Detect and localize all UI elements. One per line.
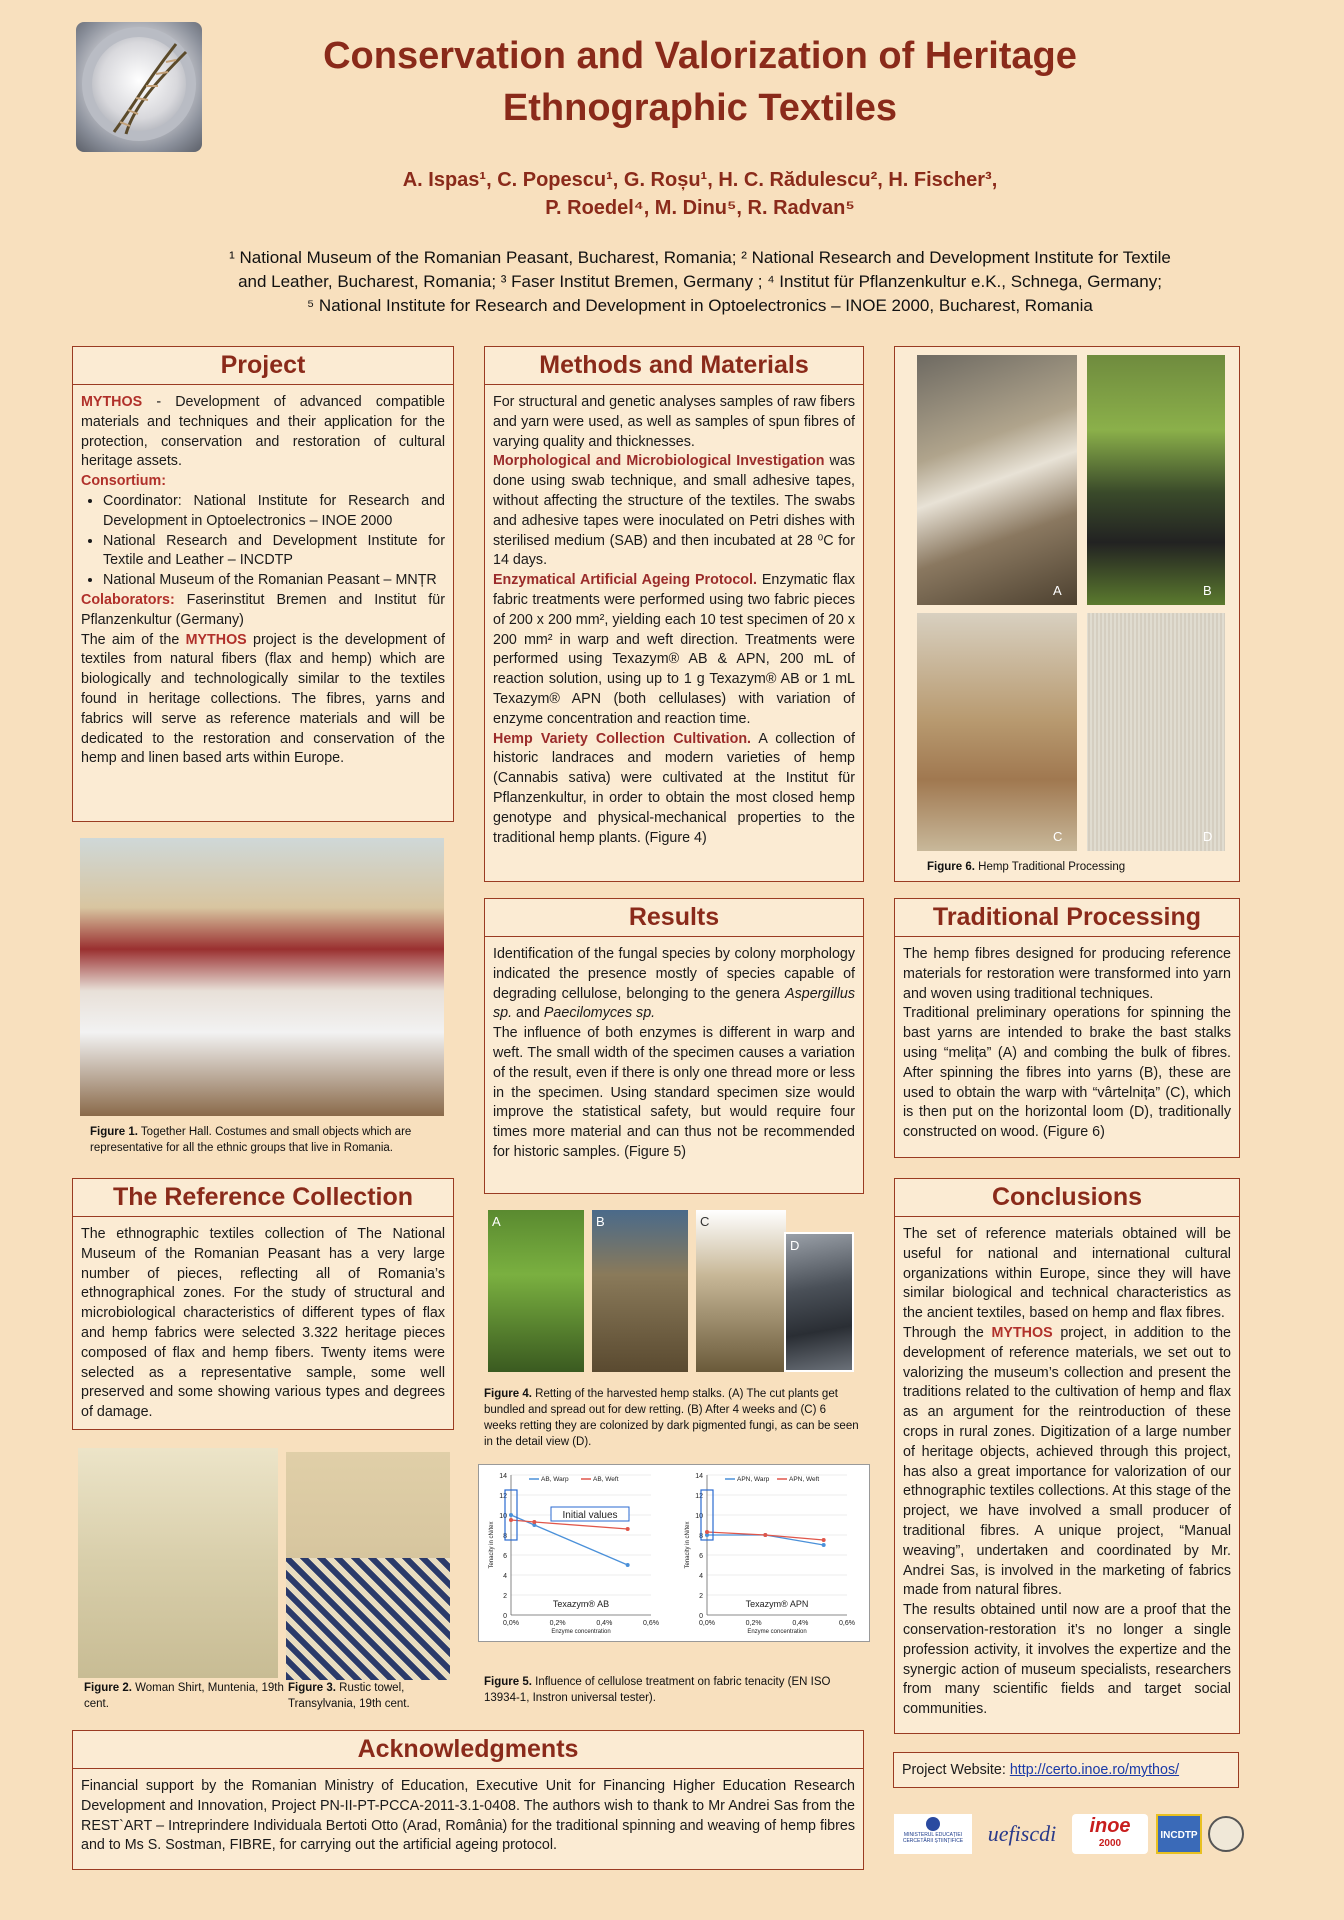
figure-5-caption: [484, 1674, 864, 1706]
project-section: [72, 346, 454, 822]
figure-6a-photo: [917, 355, 1077, 605]
reference-section: [72, 1178, 454, 1430]
y-tick-label: 8: [699, 1533, 703, 1540]
aim-post: project is the development of textiles from natural fibers (flax and hemp) which are biologically and technologically similar to the textiles found in heritage collections. The fibres, yarns and fabrics will serve as reference materials and will be dedicated to the restoration and conservation of the hemp and linen based arts within Europe.: [81, 631, 445, 767]
affil-line-2: and Leather, Bucharest, Romania; ³ Faser Institut Bremen, Germany ; ⁴ Institut für Pflanzenkultur e.K., Schnega, Germany;: [238, 272, 1162, 291]
y-tick-label: 4: [699, 1573, 703, 1580]
x-tick-label: 0,0%: [699, 1620, 715, 1627]
ministry-seal-icon: [926, 1817, 940, 1831]
chart-title: Texazym® APN: [745, 1599, 809, 1609]
y-axis-label: Tenacity in cN/tex: [489, 1521, 495, 1569]
consortium-label: Consortium:: [81, 473, 166, 490]
data-point: [626, 1563, 630, 1567]
dna-logo-image: [76, 22, 202, 152]
x-tick-label: 0,6%: [839, 1620, 855, 1627]
data-point: [509, 1513, 513, 1517]
poster-title: [230, 30, 1170, 134]
methods-p2-text: was done using swab technique, and small adhesive tapes, without affecting the structure of the textiles. The swabs and adhesive tapes were inoculated on Petri dishes with sterilised medium (SAB) and then incubated at 28 ⁰C for 14 days.: [493, 453, 855, 569]
footer-logos: [892, 1808, 1244, 1858]
panel-letter-c: C: [700, 1214, 710, 1229]
x-tick-label: 0,2%: [745, 1620, 762, 1627]
methods-p3: [493, 571, 855, 729]
results-p1-pre: Identification of the fungal species by colony morphology indicated the presence mostly of species capable of degrading cellulose, belonging to the genera: [493, 946, 855, 1002]
fig5-label: Figure 5.: [484, 1676, 532, 1688]
results-section: [484, 898, 864, 1194]
project-website: [893, 1752, 1239, 1788]
y-tick-label: 0: [699, 1613, 703, 1620]
results-heading: Results: [485, 899, 863, 937]
towel-pattern: [286, 1558, 450, 1680]
fig2-text: Woman Shirt, Muntenia, 19th cent.: [84, 1682, 284, 1710]
figure-6b-photo: [1087, 355, 1225, 605]
traditional-section: [894, 898, 1240, 1158]
acknowledgments-p1: Financial support by the Romanian Ministry of Education, Executive Unit for Financing Higher Education Research Development and Innovation, Project PN-II-PT-PCCA-2011-3.1-0408. The authors wish to thank to Mr Andrei Sas from the REST`ART – Intreprindere Individuala Bertoti Otto (Arad, România) for the traditional spinning and weaving of hemp fibres and to Ms S. Sostman, FIBRE, for carrying out the artificial ageing protocol.: [81, 1778, 855, 1854]
collaborators-label: Colaborators:: [81, 591, 175, 608]
figure-4c-photo: [696, 1210, 786, 1372]
methods-p4-text: A collection of historic landraces and modern varieties of hemp (Cannabis sativa) were cultivated at the Institut für Pflanzenkultur, in order to obtain the most closed hemp genotype and physical-mechanical properties to the traditional hemp plants. (Figure 4): [493, 730, 855, 846]
figure-2-photo: [78, 1448, 278, 1678]
collaborators: [81, 591, 445, 631]
aim-mythos: MYTHOS: [185, 631, 247, 648]
y-tick-label: 2: [503, 1593, 507, 1600]
methods-sub1: Morphological and Microbiological Investigation: [493, 453, 825, 470]
project-aim: [81, 631, 445, 770]
conclusions-p2-post: project, in addition to the development of reference materials, we set out to valorizing the museum’s collection and present the traditions related to the cultivation of hemp and flax as an argument for the reintroduction of these crops in rural zones. Digitization of a large number of heritage objects, achieved through this project, has also a great importance for valorization of our ethnographic textiles collections. At this stage of the project, we have involved a small producer of traditional fibres. A unique project, “Manual weaving”, undertaken and coordinated by Mr. Andrei Sas, is involved in the marketing of fabrics made from natural fibres.: [903, 1324, 1231, 1599]
traditional-heading: Traditional Processing: [895, 899, 1239, 937]
figure-6-caption: [927, 859, 1227, 875]
uefiscdi-logo: uefiscdi: [987, 1821, 1057, 1846]
acknowledgments-section: [72, 1730, 864, 1870]
figure-1-photo: [80, 838, 444, 1116]
title-line-2: Ethnographic Textiles: [502, 87, 898, 129]
methods-section: [484, 346, 864, 882]
figure-3-photo: [286, 1452, 450, 1680]
figure-4b-photo: [592, 1210, 688, 1372]
figure-6c-photo: [917, 613, 1077, 851]
series-line: [511, 1515, 628, 1565]
x-axis-label: Enzyme concentration: [747, 1629, 807, 1635]
ministry-logo: [894, 1814, 972, 1854]
conclusions-section: [894, 1178, 1240, 1734]
list-item: • National Research and Development Institute for Textile and Leather – INCDTP: [103, 532, 445, 572]
fig6-label: Figure 6.: [927, 861, 975, 873]
figure-4a-photo: [488, 1210, 584, 1372]
figure-5-charts: [478, 1464, 870, 1642]
museum-emblem-icon: [1208, 1816, 1244, 1852]
methods-sub3: Hemp Variety Collection Cultivation.: [493, 730, 752, 747]
legend-entry: AB, Warp: [541, 1476, 569, 1483]
affil-line-1: ¹ National Museum of the Romanian Peasant, Bucharest, Romania; ² National Research and Development Institute for Textile: [229, 248, 1171, 267]
results-p2: The influence of both enzymes is different in warp and weft. The small width of the specimen causes a variation of the result, even if there is only one thread more or less in the specimen. Using standard specimen size would improve the statistical safety, but would require four times more material and can thus not be recommended for historic samples. (Figure 5): [493, 1025, 855, 1160]
panel-letter-b: B: [596, 1214, 605, 1229]
methods-heading: Methods and Materials: [485, 347, 863, 385]
methods-sub2: Enzymatical Artificial Ageing Protocol.: [493, 572, 757, 589]
fig4-label: Figure 4.: [484, 1388, 532, 1400]
methods-p2: [493, 452, 855, 571]
y-tick-label: 4: [503, 1573, 507, 1580]
fig5-text: Influence of cellulose treatment on fabric tenacity (EN ISO 13934-1, Instron universal tester).: [484, 1676, 831, 1704]
fig3-label: Figure 3.: [288, 1682, 336, 1694]
data-point: [626, 1527, 630, 1531]
figure-4d-photo: [784, 1232, 854, 1372]
affiliations: [160, 246, 1240, 318]
inoe-logo-text: inoe: [1089, 1815, 1131, 1837]
x-tick-label: 0,4%: [596, 1620, 613, 1627]
y-axis-label: Tenacity in cN/tex: [685, 1521, 691, 1569]
x-axis-label: Enzyme concentration: [551, 1629, 611, 1635]
results-genus-1: Aspergillus sp.: [493, 985, 855, 1022]
results-genus-2: Paecilomyces sp.: [543, 1005, 656, 1022]
authors-line-2: P. Roedel⁴, M. Dinu⁵, R. Radvan⁵: [545, 197, 855, 219]
x-tick-label: 0,0%: [503, 1620, 519, 1627]
legend-entry: AB, Weft: [593, 1476, 619, 1483]
x-tick-label: 0,4%: [792, 1620, 809, 1627]
fig2-label: Figure 2.: [84, 1682, 132, 1694]
legend-entry: APN, Warp: [737, 1476, 770, 1483]
legend-entry: APN, Weft: [789, 1476, 820, 1483]
fig3-text: Rustic towel, Transylvania, 19th cent.: [288, 1682, 410, 1710]
website-label: Project Website:: [902, 1762, 1010, 1778]
authors: [230, 166, 1170, 222]
methods-p1: For structural and genetic analyses samples of raw fibers and yarn were used, as well as samples of spun fibres of varying quality and thicknesses.: [493, 394, 855, 450]
data-point: [822, 1543, 826, 1547]
fig6-text: Hemp Traditional Processing: [974, 861, 1126, 873]
y-tick-label: 6: [503, 1553, 507, 1560]
figure-4-caption: [484, 1386, 860, 1450]
y-tick-label: 10: [695, 1513, 703, 1520]
panel-letter-a: A: [1053, 583, 1062, 598]
panel-letter-c: C: [1053, 829, 1063, 844]
panel-letter-d: D: [1203, 829, 1213, 844]
y-tick-label: 10: [499, 1513, 507, 1520]
figure-3-caption: [288, 1680, 458, 1712]
authors-line-1: A. Ispas¹, C. Popescu¹, G. Roșu¹, H. C. Rădulescu², H. Fischer³,: [402, 169, 998, 191]
chart-title: Texazym® AB: [552, 1599, 610, 1609]
y-tick-label: 14: [499, 1473, 507, 1480]
y-tick-label: 6: [699, 1553, 703, 1560]
conclusions-p1: The set of reference materials obtained will be useful for national and international cultural organizations within Europe, since they will have similar biological and technical characteristics as the ancient textiles, based on hemp and flax fibres.: [903, 1226, 1231, 1322]
results-p1: [493, 945, 855, 1024]
collaborators-text: Faserinstitut Bremen and Institut für Pflanzenkultur (Germany): [81, 591, 445, 628]
project-heading: Project: [73, 347, 453, 385]
figure-6-panel: [894, 346, 1240, 882]
results-p1-mid: and: [512, 1005, 544, 1022]
x-tick-label: 0,6%: [643, 1620, 659, 1627]
list-item: • Coordinator: National Institute for Research and Development in Optoelectronics – INOE 2000: [103, 492, 445, 532]
y-tick-label: 2: [699, 1593, 703, 1600]
incdtp-logo: INCDTP: [1156, 1814, 1202, 1854]
project-intro: [81, 393, 445, 472]
panel-letter-a: A: [492, 1214, 501, 1229]
conclusions-mythos: MYTHOS: [991, 1324, 1053, 1341]
aim-pre: The aim of the: [81, 631, 186, 648]
acknowledgments-heading: Acknowledgments: [73, 1731, 863, 1769]
conclusions-p2: [903, 1324, 1231, 1601]
figure-6d-photo: [1087, 613, 1225, 851]
consortium-list: [81, 492, 445, 591]
conclusions-p2-pre: Through the: [903, 1324, 992, 1341]
y-tick-label: 12: [499, 1493, 507, 1500]
fig1-text: Together Hall. Costumes and small objects which are representative for all the ethnic groups that live in Romania.: [90, 1126, 412, 1154]
traditional-p1: The hemp fibres designed for producing reference materials for restoration were transformed into yarn and woven using traditional techniques.: [903, 946, 1231, 1002]
fig4-text: Retting of the harvested hemp stalks. (A) The cut plants get bundled and spread out for dew retting. (B) After 4 weeks and (C) 6 weeks retting they are colonized by dark pigmented fungi, as can be seen in the detail view (D).: [484, 1388, 859, 1448]
title-line-1: Conservation and Valorization of Heritage: [323, 35, 1077, 77]
y-tick-label: 14: [695, 1473, 703, 1480]
project-intro-text: - Development of advanced compatible materials and techniques and their application for the protection, conservation and restoration of cultural heritage assets.: [81, 394, 445, 470]
data-point: [532, 1520, 536, 1524]
inoe-logo: [1072, 1814, 1148, 1854]
y-tick-label: 8: [503, 1533, 507, 1540]
methods-p4: [493, 730, 855, 849]
conclusions-heading: Conclusions: [895, 1179, 1239, 1217]
y-tick-label: 12: [695, 1493, 703, 1500]
fig1-label: Figure 1.: [90, 1126, 138, 1138]
figure-2-caption: [84, 1680, 284, 1712]
ministry-logo-text: MINISTERUL EDUCAȚIEI CERCETĂRII ȘTIINȚIFICE: [902, 1832, 964, 1844]
panel-letter-d: D: [790, 1238, 800, 1253]
data-point: [705, 1530, 709, 1534]
panel-letter-b: B: [1203, 583, 1212, 598]
inoe-logo-sub: 2000: [1098, 1838, 1122, 1849]
data-point: [822, 1538, 826, 1542]
traditional-p2: Traditional preliminary operations for spinning the bast yarns are intended to brake the bast stalks using “melița” (A) and combing the bulk of fibres. After spinning the fibres into yarns (B), these are used to obtain the warp with “vârtelnița” (C), which is then put on the horizontal loom (D), traditionally constructed on wood. (Figure 6): [903, 1005, 1231, 1141]
y-tick-label: 0: [503, 1613, 507, 1620]
figure-5-svg: [479, 1465, 869, 1641]
figure-1-caption: [90, 1124, 450, 1156]
website-link[interactable]: http://certo.inoe.ro/mythos/: [1009, 1762, 1180, 1778]
reference-heading: The Reference Collection: [73, 1179, 453, 1217]
conclusions-p3: The results obtained until now are a proof that the conservation-restoration it’s no longer a single profession activity, it involves the expertize and the synergic action of museum specialists, researchers from many scientific fields and target social communities.: [903, 1602, 1231, 1718]
methods-p3-text: Enzymatic flax fabric treatments were performed using two fabric pieces of 200 x 200 mm², yielding each 10 test specimen of 20 x 200 mm² in warp and weft direction. Treatments were performed using Texazym® AB & APN, 200 mL of reaction solution, using up to 1 g Texazym® AB or 1 mL Texazym® APN (both cellulases) with variation of enzyme concentration and reaction time.: [493, 572, 855, 727]
data-point: [763, 1533, 767, 1537]
list-item: • National Museum of the Romanian Peasant – MNȚR: [103, 571, 445, 591]
data-point: [509, 1518, 513, 1522]
affil-line-3: ⁵ National Institute for Research and Development in Optoelectronics – INOE 2000, Bucharest, Romania: [307, 296, 1093, 315]
annotation-label: Initial values: [562, 1510, 618, 1521]
reference-p1: The ethnographic textiles collection of The National Museum of the Romanian Peasant has a very large number of pieces, reflecting all of Romania’s ethnographical zones. For the study of structural and microbiological characteristics of different types of flax and hemp fabrics were selected 3.322 heritage pieces composed of flax and hemp fibers. Twenty items were selected as a representative sample, some well preserved and some showing various types and degrees of damage.: [81, 1226, 445, 1421]
x-tick-label: 0,2%: [549, 1620, 566, 1627]
mythos-label: MYTHOS: [81, 394, 143, 410]
